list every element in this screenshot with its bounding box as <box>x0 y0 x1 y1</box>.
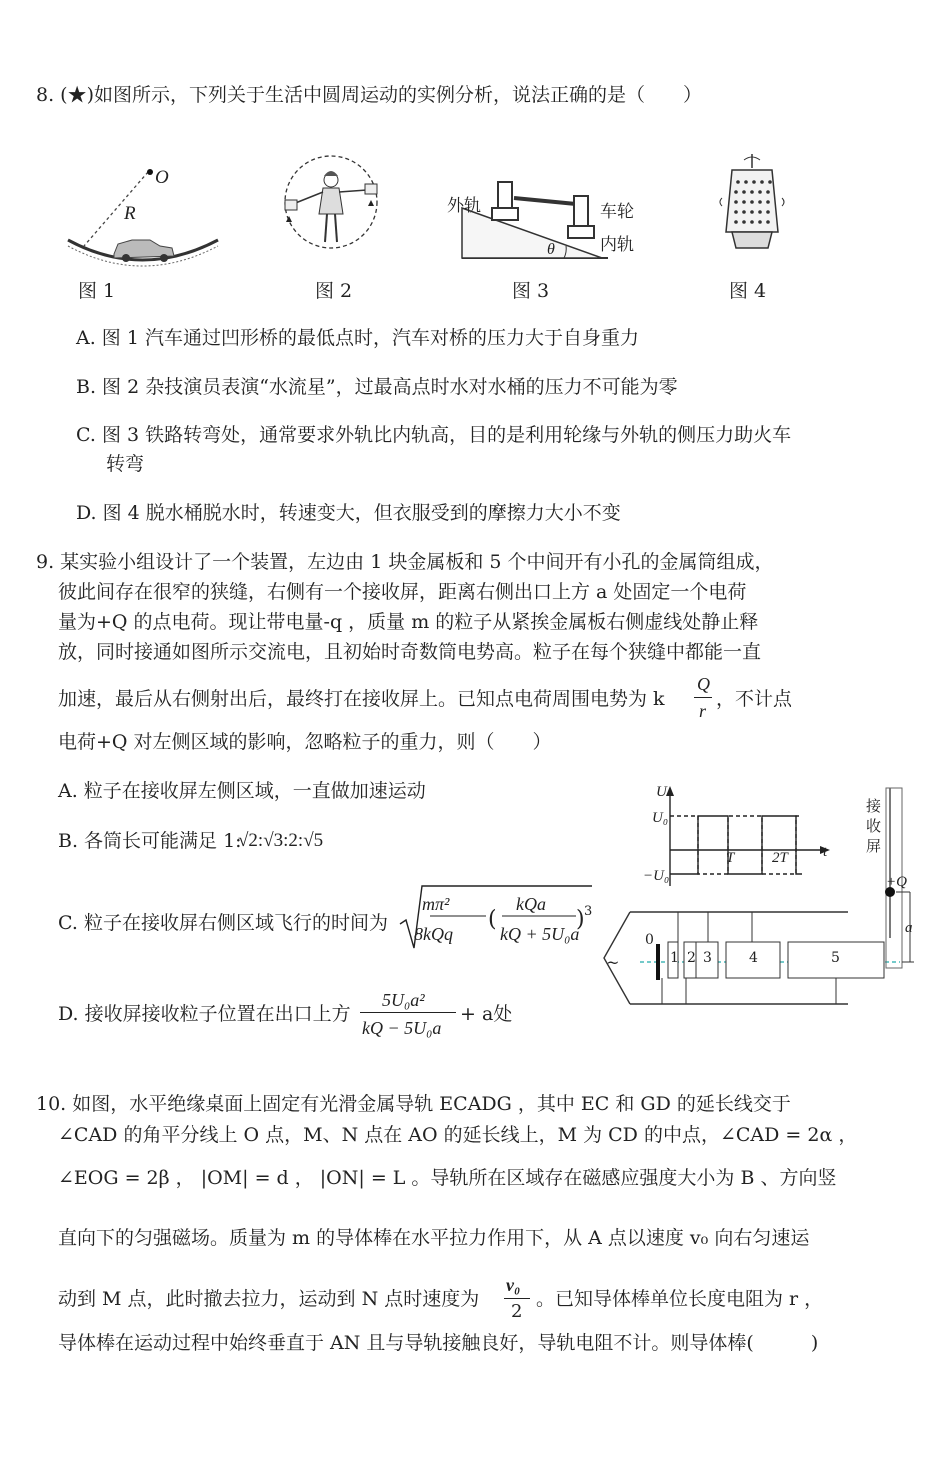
q10-line-4: 直向下的匀强磁场。质量为 m 的导体棒在水平拉力作用下，从 A 点以速度 v₀ 向右匀速运 <box>58 1227 810 1249</box>
q9-c-den1: 8kQq <box>414 924 453 944</box>
fig-label-3: 图 3 <box>512 280 550 302</box>
q9-wave-2T: 2T <box>772 850 788 866</box>
q9-stem-6: 电荷+Q 对左侧区域的影响，忽略粒子的重力，则（ ） <box>58 731 552 753</box>
q10-line-5-end: 。已知导体棒单位长度电阻为 r ， <box>536 1288 824 1310</box>
q9-a-label: a <box>905 920 913 936</box>
q8-stem: 8. (★)如图所示，下列关于生活中圆周运动的实例分析，说法正确的是（ ） <box>36 84 702 106</box>
q9-wave-T: T <box>726 850 735 866</box>
q9-stem-1: 9. 某实验小组设计了一个装置，左边由 1 块金属板和 5 个中间开有小孔的金属筒组成， <box>36 551 774 573</box>
fig2-water-meteor <box>283 152 393 262</box>
q9-ac-label: ~ <box>606 953 620 972</box>
q9-tube-5: 5 <box>831 950 840 966</box>
q10-line-1: 10. 如图，水平绝缘桌面上固定有光滑金属导轨 ECADG ，其中 EC 和 GD 的延长线交于 <box>36 1093 791 1115</box>
q9-kqr-bar <box>694 697 712 698</box>
q9-option-a: A. 粒子在接收屏左侧区域，一直做加速运动 <box>58 780 426 802</box>
q9-wave-u0: U₀ <box>652 810 669 826</box>
q9-stem-3: 量为+Q 的点电荷。现让带电量-q ，质量 m 的粒子从紧挨金属板右侧虚线处静止释 <box>58 611 759 633</box>
q9-charge-label: +Q <box>886 874 907 890</box>
fig1-o-label: O <box>155 167 169 188</box>
fig3-theta-label: θ <box>547 241 555 258</box>
q9-screen-label-3: 屏 <box>866 837 882 855</box>
q9-screen-label-2: 收 <box>866 817 882 835</box>
fig-label-2: 图 2 <box>315 280 353 302</box>
q9-c-den2: kQ + 5U₀a <box>500 924 580 944</box>
q10-frac-bar <box>504 1298 530 1299</box>
fig1-r-label: R <box>124 203 136 224</box>
q9-screen-label-1: 接 <box>866 797 882 815</box>
q9-tube-0: 0 <box>645 932 654 948</box>
fig3-inner-rail-label: 内轨 <box>600 235 634 255</box>
q9-stem-4: 放，同时接通如图所示交流电，且初始时奇数筒电势高。粒子在每个狭缝中都能一直 <box>58 641 762 663</box>
q9-d-num: 5U₀a² <box>382 990 425 1010</box>
q8-option-c: C. 图 3 铁路转弯处，通常要求外轨比内轨高，目的是利用轮缘与外轨的侧压力助火车 <box>76 424 792 446</box>
q9-tube-1: 1 <box>670 950 679 966</box>
q8-option-c-cont: 转弯 <box>106 453 145 475</box>
q9-tube-2: 2 <box>687 950 696 966</box>
q9-option-c-prefix: C. 粒子在接收屏右侧区域飞行的时间为 <box>58 912 388 934</box>
q9-wave-t: t <box>823 844 828 860</box>
q9-c-rparen: ) <box>576 907 585 932</box>
q9-c-num1: mπ² <box>422 894 450 914</box>
q9-c-num2: kQa <box>516 894 546 914</box>
q9-tube-3: 3 <box>703 950 712 966</box>
q10-line-5: 动到 M 点，此时撤去拉力，运动到 N 点时速度为 <box>58 1288 480 1310</box>
q9-stem-5: 加速，最后从右侧射出后，最终打在接收屏上。已知点电荷周围电势为 k <box>58 688 665 710</box>
q9-option-d-prefix: D. 接收屏接收粒子位置在出口上方 <box>58 1003 351 1025</box>
fig1-concave-bridge <box>62 160 222 270</box>
q9-option-b-math: √2:√3:2:√5 <box>238 830 324 851</box>
q9-d-bar <box>360 1012 456 1013</box>
q9-option-d-suffix: + a处 <box>460 1003 513 1025</box>
q9-wave-neg-u0: −U₀ <box>643 868 670 884</box>
q9-kqr-num: Q <box>697 674 710 694</box>
q8-option-b: B. 图 2 杂技演员表演“水流星”，过最高点时水对水桶的压力不可能为零 <box>76 376 678 398</box>
fig4-spin-dryer <box>718 152 798 262</box>
q9-option-b-prefix: B. 各筒长可能满足 1: <box>58 830 242 852</box>
q9-c-exp: 3 <box>584 904 593 919</box>
fig3-outer-rail-label: 外轨 <box>447 196 481 216</box>
q10-line-2: ∠CAD 的角平分线上 O 点，M、N 点在 AO 的延长线上，M 为 CD 的中点，∠CAD = 2α ， <box>58 1124 858 1146</box>
q9-stem-5-end: ，不计点 <box>716 688 793 710</box>
q9-tube-4: 4 <box>749 950 758 966</box>
q9-d-den: kQ − 5U₀a <box>362 1018 442 1038</box>
q10-frac-den: 2 <box>511 1301 523 1322</box>
q9-c-lparen: ( <box>488 907 497 932</box>
q9-kqr-den: r <box>699 701 707 721</box>
q10-line-3: ∠EOG = 2β ， |OM| = d ， |ON| = L 。导轨所在区域存在磁感应强度大小为 B 、方向竖 <box>58 1167 837 1189</box>
q9-wave-u: U <box>656 784 667 800</box>
q8-option-d: D. 图 4 脱水桶脱水时，转速变大，但衣服受到的摩擦力大小不变 <box>76 502 621 524</box>
fig-label-1: 图 1 <box>78 280 116 302</box>
q9-stem-2: 彼此间存在很窄的狭缝，右侧有一个接收屏，距离右侧出口上方 a 处固定一个电荷 <box>58 581 747 603</box>
q10-frac-num: v₀ <box>506 1275 521 1295</box>
q8-option-a: A. 图 1 汽车通过凹形桥的最低点时，汽车对桥的压力大于自身重力 <box>76 327 639 349</box>
q10-line-6: 导体棒在运动过程中始终垂直于 AN 且与导轨接触良好，导轨电阻不计。则导体棒( ) <box>58 1332 819 1354</box>
performer-icon <box>293 171 367 242</box>
fig-label-4: 图 4 <box>729 280 767 302</box>
fig3-wheel-label: 车轮 <box>600 202 634 222</box>
